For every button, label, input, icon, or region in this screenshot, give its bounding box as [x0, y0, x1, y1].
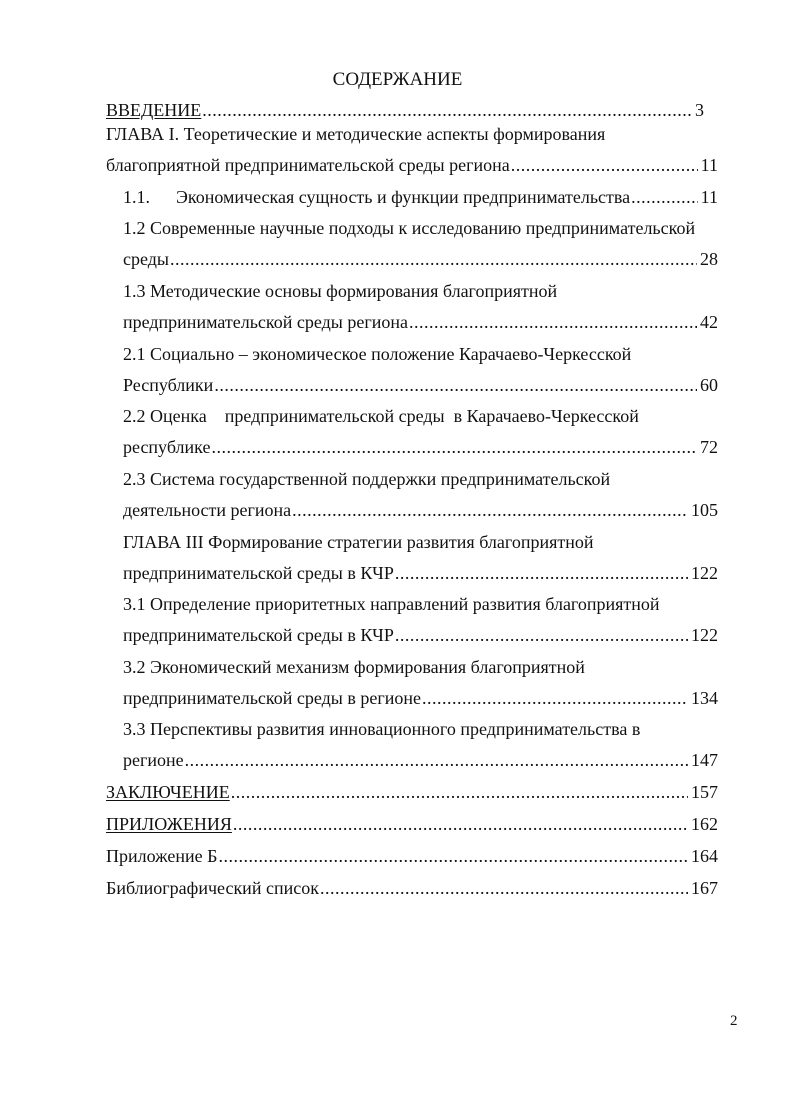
toc-page-number: 164 — [691, 846, 718, 866]
leader-dots — [320, 877, 688, 899]
toc-entry-3-1[interactable] — [123, 624, 718, 646]
toc-page-number: 162 — [691, 814, 718, 834]
toc-entry-label: Библиографический список — [106, 878, 319, 898]
toc-entry-appendix-b[interactable] — [106, 845, 718, 867]
toc-entry-label: Республики — [123, 375, 214, 395]
leader-dots — [233, 813, 688, 835]
leader-dots — [631, 186, 698, 208]
page-title: СОДЕРЖАНИЕ — [332, 69, 463, 90]
toc-entry-label: предпринимательской среды в регионе — [123, 688, 421, 708]
toc-entry-label: деятельности региона — [123, 500, 292, 520]
toc-section-number: 1.1. — [123, 187, 150, 207]
toc-entry-2-3[interactable] — [123, 499, 718, 521]
toc-2-3-line1: 2.3 Система государственной поддержки предпринимательской — [123, 469, 611, 489]
toc-3-3-line1: 3.3 Перспективы развития инновационного предпринимательства в — [123, 719, 641, 739]
toc-page-number: 157 — [691, 782, 718, 802]
toc-page-number: 122 — [691, 563, 718, 583]
toc-entry-intro[interactable] — [106, 99, 704, 121]
toc-entry-label: предпринимательской среды в КЧР — [123, 563, 394, 583]
leader-dots — [395, 624, 688, 646]
leader-dots — [292, 499, 688, 521]
toc-entry-label: ВВЕДЕНИЕ — [106, 100, 202, 120]
leader-dots — [511, 154, 698, 176]
leader-dots — [202, 99, 692, 121]
toc-page-number: 11 — [700, 155, 718, 175]
toc-entry-label: республике — [123, 437, 211, 457]
toc-entry-3-2[interactable] — [123, 687, 718, 709]
toc-page-number: 72 — [700, 437, 718, 457]
toc-entry-1-2[interactable] — [123, 248, 718, 270]
toc-page-number: 147 — [691, 750, 718, 770]
toc-page-number: 3 — [695, 100, 704, 120]
toc-entry-label: предпринимательской среды в КЧР — [123, 625, 394, 645]
toc-entry-bibliography[interactable] — [106, 877, 718, 899]
toc-page-number: 60 — [700, 375, 718, 395]
toc-entry-1-1[interactable] — [123, 186, 718, 208]
toc-entry-2-2[interactable] — [123, 436, 718, 458]
leader-dots — [211, 436, 697, 458]
toc-entry-label: ЗАКЛЮЧЕНИЕ — [106, 782, 230, 802]
toc-page-number: 28 — [700, 249, 718, 269]
leader-dots — [409, 311, 697, 333]
toc-page-number: 105 — [691, 500, 718, 520]
toc-entry-label: предпринимательской среды региона — [123, 312, 408, 332]
toc-entry-label: Экономическая сущность и функции предпринимательства — [176, 187, 631, 207]
toc-chapter1-line1: ГЛАВА I. Теоретические и методические аспекты формирования — [106, 124, 606, 144]
leader-dots — [185, 749, 688, 771]
leader-dots — [422, 687, 688, 709]
toc-entry-chapter1[interactable] — [106, 154, 718, 176]
toc-page-number: 42 — [700, 312, 718, 332]
toc-entry-conclusion[interactable] — [106, 781, 718, 803]
toc-entry-label: регионе — [123, 750, 184, 770]
toc-1-2-line1: 1.2 Современные научные подходы к исследованию предпринимательской — [123, 218, 696, 238]
toc-entry-label: Приложение Б — [106, 846, 218, 866]
leader-dots — [218, 845, 688, 867]
toc-1-3-line1: 1.3 Методические основы формирования благоприятной — [123, 281, 558, 301]
page-number: 2 — [730, 1013, 738, 1029]
toc-page-number: 134 — [691, 688, 718, 708]
leader-dots — [214, 374, 697, 396]
toc-chapter3-line1: ГЛАВА III Формирование стратегии развития благоприятной — [123, 532, 594, 552]
toc-page-number: 167 — [691, 878, 718, 898]
toc-2-1-line1: 2.1 Социально – экономическое положение Карачаево-Черкесской — [123, 344, 632, 364]
toc-entry-appendices[interactable] — [106, 813, 718, 835]
leader-dots — [231, 781, 688, 803]
toc-page-number: 122 — [691, 625, 718, 645]
toc-entry-label: ПРИЛОЖЕНИЯ — [106, 814, 232, 834]
toc-3-1-line1: 3.1 Определение приоритетных направлений развития благоприятной — [123, 594, 660, 614]
toc-entry-1-3[interactable] — [123, 311, 718, 333]
leader-dots — [170, 248, 697, 270]
toc-entry-3-3[interactable] — [123, 749, 718, 771]
toc-3-2-line1: 3.2 Экономический механизм формирования благоприятной — [123, 657, 585, 677]
toc-entry-label: благоприятной предпринимательской среды региона — [106, 155, 510, 175]
toc-2-2-line1: 2.2 Оценка предпринимательской среды в Карачаево-Черкесской — [123, 406, 639, 426]
toc-page-number: 11 — [700, 187, 718, 207]
toc-entry-chapter3[interactable] — [123, 562, 718, 584]
toc-entry-label: среды — [123, 249, 169, 269]
leader-dots — [395, 562, 688, 584]
toc-entry-2-1[interactable] — [123, 374, 718, 396]
